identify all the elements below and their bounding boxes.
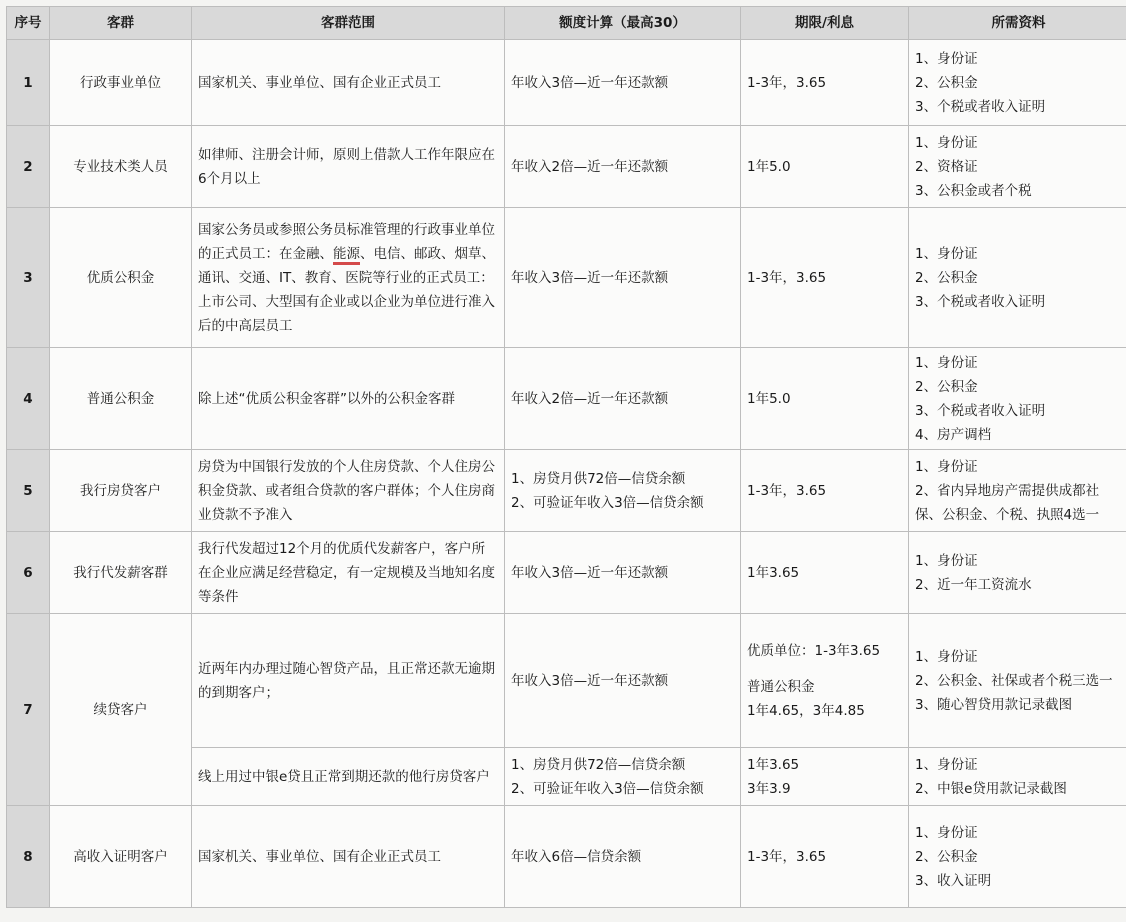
row-scope: 国家公务员或参照公务员标准管理的行政事业单位的正式员工：在金融、能源、电信、邮政、烟草、通讯、交通、IT、教育、医院等行业的正式员工：上市公司、大型国有企业或以企业为单位进行准入后的中高层员工: [192, 208, 505, 348]
row-quota: 年收入3倍—近一年还款额: [505, 614, 741, 748]
row-scope: 线上用过中银e贷且正常到期还款的他行房贷客户: [192, 748, 505, 806]
row-term: 1年5.0: [741, 126, 909, 208]
row-docs: 1、身份证 2、公积金 3、个税或者收入证明: [909, 40, 1126, 126]
header-seq: 序号: [7, 7, 50, 40]
row-quota: 年收入3倍—近一年还款额: [505, 208, 741, 348]
row-term: 1年3.65 3年3.9: [741, 748, 909, 806]
row-term: 1-3年，3.65: [741, 208, 909, 348]
row-term: 1-3年，3.65: [741, 40, 909, 126]
loan-product-table: [6, 6, 1126, 908]
row-group: 高收入证明客户: [50, 806, 192, 908]
row-scope: 我行代发超过12个月的优质代发薪客户，客户所在企业应满足经营稳定，有一定规模及当地知名度等条件: [192, 532, 505, 614]
row-seq: 1: [7, 40, 50, 126]
row-seq: 4: [7, 348, 50, 450]
row-scope: 国家机关、事业单位、国有企业正式员工: [192, 40, 505, 126]
row-docs: 1、身份证 2、公积金 3、个税或者收入证明: [909, 208, 1126, 348]
row-scope: 房贷为中国银行发放的个人住房贷款、个人住房公积金贷款、或者组合贷款的客户群体；个人住房商业贷款不予准入: [192, 450, 505, 532]
row-quota: 1、房贷月供72倍—信贷余额 2、可验证年收入3倍—信贷余额: [505, 748, 741, 806]
table-row: [7, 208, 1126, 348]
row-quota: 年收入3倍—近一年还款额: [505, 40, 741, 126]
row-scope: 除上述“优质公积金客群”以外的公积金客群: [192, 348, 505, 450]
table-header-row: [7, 7, 1126, 40]
row-quota: 年收入2倍—近一年还款额: [505, 348, 741, 450]
row-docs: 1、身份证 2、公积金 3、收入证明: [909, 806, 1126, 908]
row-docs: 1、身份证 2、公积金、社保或者个税三选一 3、随心智贷用款记录截图: [909, 614, 1126, 748]
row-seq: 7: [7, 614, 50, 806]
row-docs: 1、身份证 2、公积金 3、个税或者收入证明 4、房产调档: [909, 348, 1126, 450]
row-group: 行政事业单位: [50, 40, 192, 126]
table-row: [7, 450, 1126, 532]
row-term: 1年3.65: [741, 532, 909, 614]
table-row: [7, 532, 1126, 614]
row-term: 1年5.0: [741, 348, 909, 450]
row-group: 我行房贷客户: [50, 450, 192, 532]
row-group: 续贷客户: [50, 614, 192, 806]
table-row: [7, 806, 1126, 908]
row-quota: 年收入2倍—近一年还款额: [505, 126, 741, 208]
row-quota: 年收入3倍—近一年还款额: [505, 532, 741, 614]
row-group: 专业技术类人员: [50, 126, 192, 208]
row-term: 优质单位：1-3年3.65 普通公积金 1年4.65，3年4.85: [741, 614, 909, 748]
row-docs: 1、身份证 2、中银e贷用款记录截图: [909, 748, 1126, 806]
row-group: 普通公积金: [50, 348, 192, 450]
header-term: 期限/利息: [741, 7, 909, 40]
table-row: [7, 40, 1126, 126]
row-scope: 国家机关、事业单位、国有企业正式员工: [192, 806, 505, 908]
row-term: 1-3年，3.65: [741, 806, 909, 908]
row-seq: 6: [7, 532, 50, 614]
row-docs: 1、身份证 2、资格证 3、公积金或者个税: [909, 126, 1126, 208]
row-quota: 1、房贷月供72倍—信贷余额 2、可验证年收入3倍—信贷余额: [505, 450, 741, 532]
header-scope: 客群范围: [192, 7, 505, 40]
table-row: [7, 126, 1126, 208]
row-term: 1-3年，3.65: [741, 450, 909, 532]
row-scope: 如律师、注册会计师，原则上借款人工作年限应在6个月以上: [192, 126, 505, 208]
row-docs: 1、身份证 2、近一年工资流水: [909, 532, 1126, 614]
header-quota: 额度计算（最高30）: [505, 7, 741, 40]
row-seq: 2: [7, 126, 50, 208]
row-group: 我行代发薪客群: [50, 532, 192, 614]
row-seq: 3: [7, 208, 50, 348]
row-scope: 近两年内办理过随心智贷产品，且正常还款无逾期的到期客户；: [192, 614, 505, 748]
row-docs: 1、身份证 2、省内异地房产需提供成都社保、公积金、个税、执照4选一: [909, 450, 1126, 532]
row-seq: 8: [7, 806, 50, 908]
header-docs: 所需资料: [909, 7, 1126, 40]
highlight-underline: 能源: [333, 245, 360, 262]
table-row: [7, 348, 1126, 450]
row-seq: 5: [7, 450, 50, 532]
table-row: [7, 614, 1126, 748]
row-quota: 年收入6倍—信贷余额: [505, 806, 741, 908]
row-group: 优质公积金: [50, 208, 192, 348]
header-group: 客群: [50, 7, 192, 40]
